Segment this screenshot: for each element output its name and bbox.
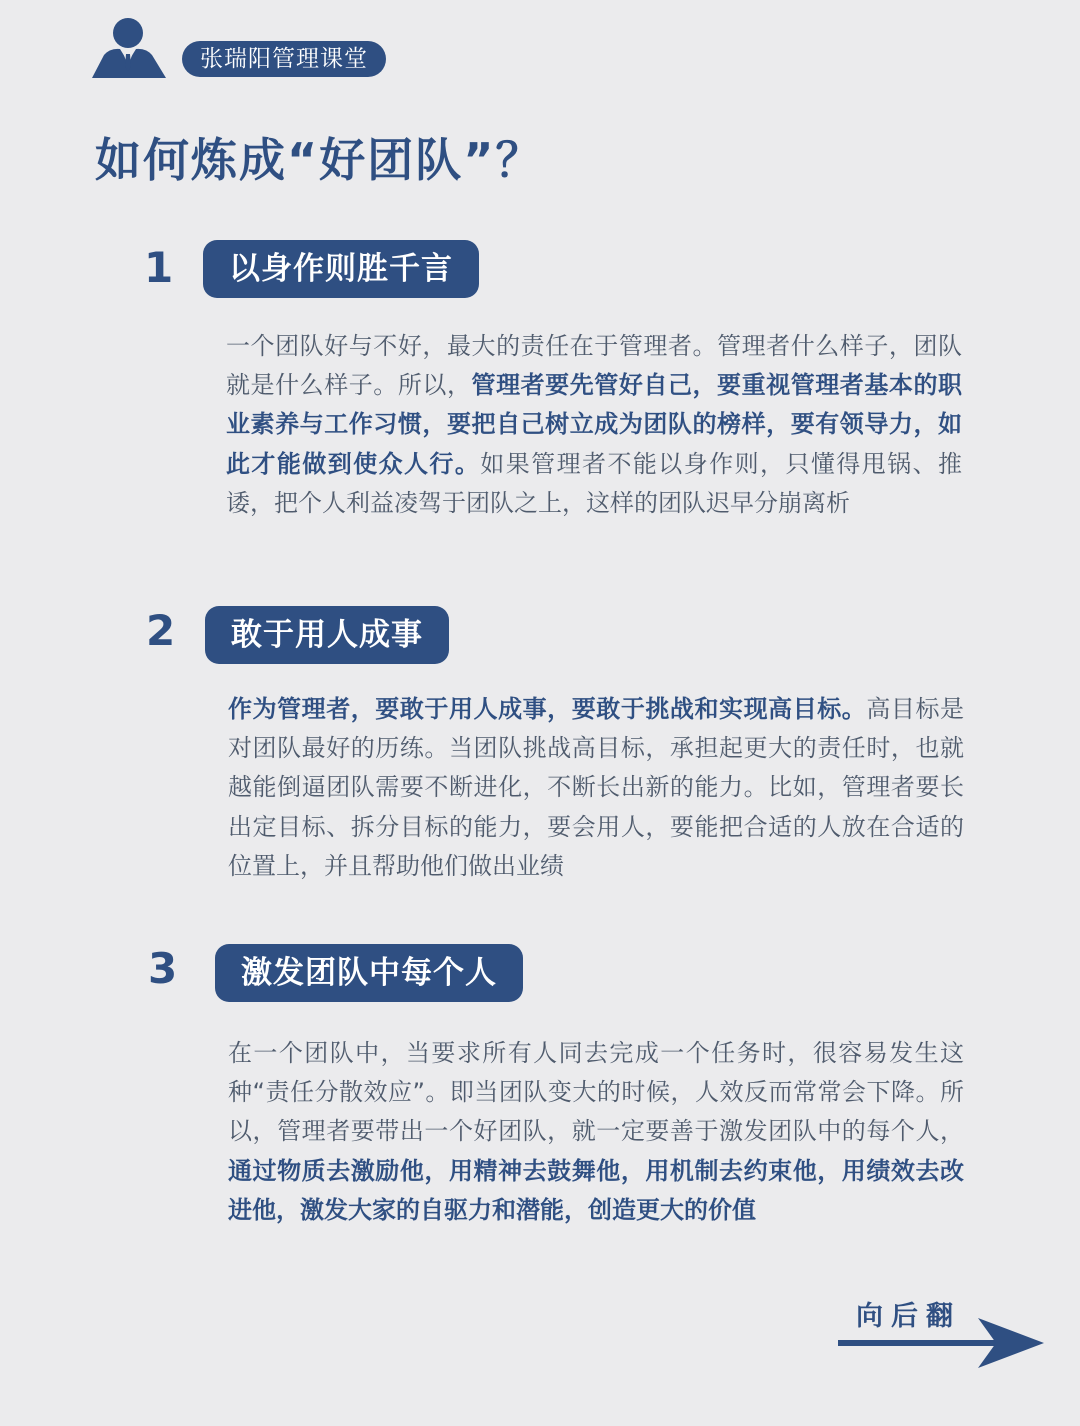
section-2-paragraph: 作为管理者，要敢于用人成事，要敢于挑战和实现高目标。高目标是对团队最好的历练。当团队挑战高目标，承担起更大的责任时，也就越能倒逼团队需要不断进化，不断长出新的能力。比如，管理者要长出定目标、拆分目标的能力，要会用人，要能把合适的人放在合适的位置上，并且帮助他们做出业绩 [228, 695, 964, 880]
section-3-highlight: 通过物质去激励他，用精神去鼓舞他，用机制去约束他，用绩效去改进他，激发大家的自驱力和潜能，创造更大的价值 [228, 1156, 964, 1224]
section-1-highlight: 管理者要先管好自己，要重视管理者基本的职业素养与工作习惯，要把自己树立成为团队的榜样，要有领导力，如此才能做到使众人行。 [226, 371, 963, 478]
section-3-paragraph: 在一个团队中，当要求所有人同去完成一个任务时，很容易发生这种“责任分散效应”。即当团队变大的时候，人效反而常常会下降。所以，管理者要带出一个好团队，就一定要善于激发团队中的每个人，通过物质去激励他，用精神去鼓舞他，用机制去约束他，用绩效去改进他，激发大家的自驱力和潜能，创造更大的价值 [228, 1039, 964, 1224]
user-avatar-icon [90, 14, 170, 80]
section-3-heading: 激发团队中每个人 [215, 944, 523, 1002]
next-page-label[interactable]: 向后翻 [856, 1301, 961, 1332]
section-1-number: 1 [144, 243, 174, 292]
brand-badge: 张瑞阳管理课堂 [182, 41, 386, 77]
section-3-number: 3 [148, 944, 178, 993]
arrow-right-icon[interactable] [836, 1316, 1048, 1372]
page-title: 如何炼成“好团队”？ [95, 133, 544, 187]
section-2-number: 2 [146, 606, 176, 655]
section-1-paragraph: 一个团队好与不好，最大的责任在于管理者。管理者什么样子，团队就是什么样子。所以，管理者要先管好自己，要重视管理者基本的职业素养与工作习惯，要把自己树立成为团队的榜样，要有领导力，如此才能做到使众人行。如果管理者不能以身作则，只懂得甩锅、推诿，把个人利益凌驾于团队之上，这样的团队迟早分崩离析 [226, 332, 963, 517]
section-2-heading: 敢于用人成事 [205, 606, 449, 664]
section-1-heading: 以身作则胜千言 [203, 240, 479, 298]
section-2-highlight: 作为管理者，要敢于用人成事，要敢于挑战和实现高目标。 [228, 695, 867, 723]
